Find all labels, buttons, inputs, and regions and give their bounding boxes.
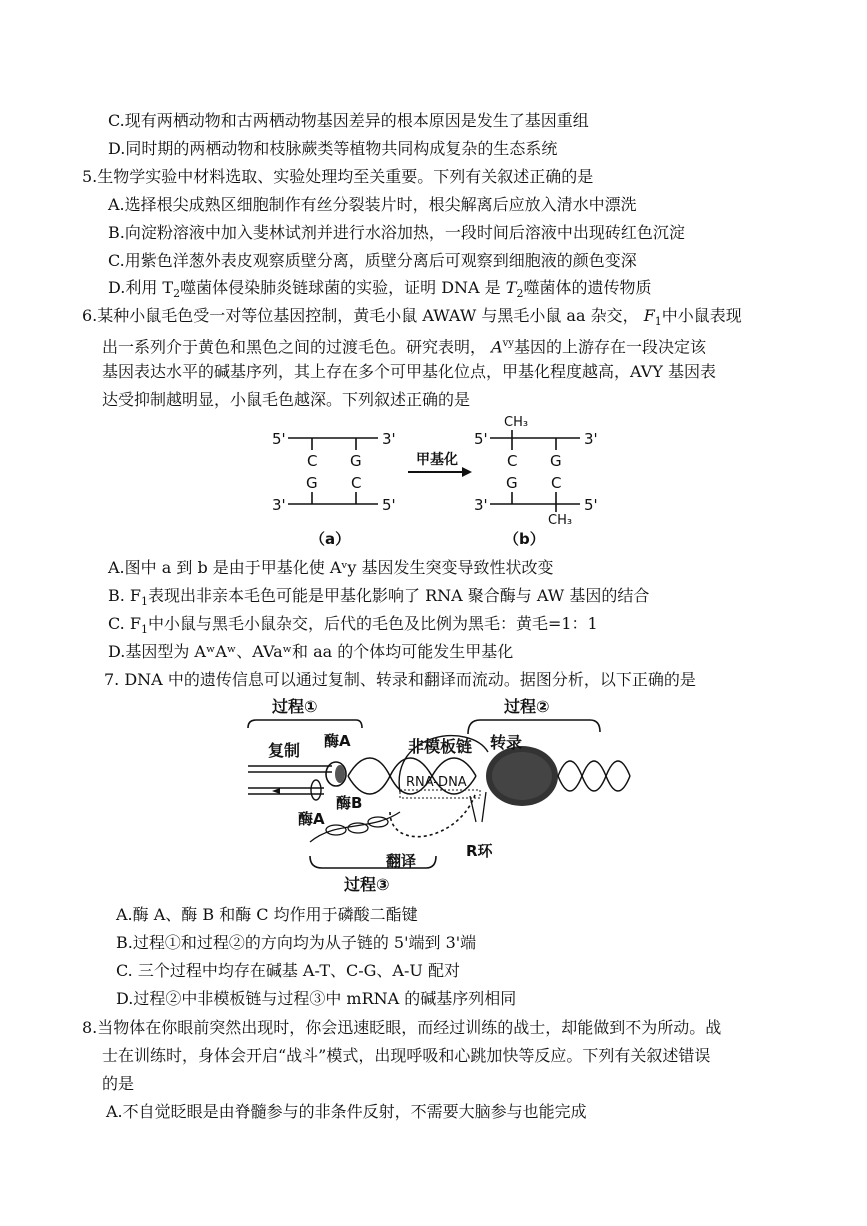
diag-b-top-5prime: 5' — [474, 430, 488, 448]
diag-a-base-c2: C — [351, 474, 362, 492]
q5-option-b: B.向淀粉溶液中加入斐林试剂并进行水浴加热，一段时间后溶液中出现砖红色沉淀 — [108, 223, 685, 242]
diag-label-b: （b） — [504, 530, 545, 548]
diag-b-ch3-bottom: CH₃ — [548, 513, 573, 528]
q6-stem-line3: 基因表达水平的碱基序列，其上存在多个可甲基化位点，甲基化程度越高，AVY 基因表 — [102, 362, 716, 381]
q4-option-c: C.现有两栖动物和古两栖动物基因差异的根本原因是发生了基因重组 — [108, 111, 589, 130]
q8-option-a: A.不自觉眨眼是由脊髓参与的非条件反射，不需要大脑参与也能完成 — [106, 1102, 587, 1121]
q7-option-c: C. 三个过程中均存在碱基 A-T、C-G、A-U 配对 — [116, 961, 460, 980]
q5-stem: 5.生物学实验中材料选取、实验处理均至关重要。下列有关叙述正确的是 — [82, 167, 594, 186]
diag-a-base-c1: C — [307, 452, 318, 470]
diag-enzyme-b: 酶B — [336, 794, 363, 812]
diag-b-base-c2: C — [551, 474, 562, 492]
diag-b-base-g1: G — [550, 452, 562, 470]
q6-l1b: 中小鼠表现 — [661, 306, 742, 325]
diag-replication-label: 复制 — [268, 741, 301, 760]
diag-a-base-g1: G — [350, 452, 362, 470]
diag-b-base-g2: G — [506, 474, 518, 492]
diag-arrow-label: 甲基化 — [416, 452, 458, 468]
q7-option-b: B.过程①和过程②的方向均为从子链的 5'端到 3'端 — [116, 933, 477, 952]
q8-stem-line1: 8.当物体在你眼前突然出现时，你会迅速眨眼，而经过训练的战士，却能做到不为所动。战 — [82, 1018, 722, 1037]
q5-d-sub: 2 — [173, 287, 181, 301]
q5-option-a: A.选择根尖成熟区细胞制作有丝分裂装片时，根尖解离后应放入清水中漂洗 — [108, 195, 637, 214]
q7-option-a: A.酶 A、酶 B 和酶 C 均作用于磷酸二酯键 — [116, 905, 418, 924]
diag-enzyme-a-top: 酶A — [324, 732, 351, 750]
diag-label-a: （a） — [310, 530, 351, 548]
diag-a-bottom-5prime: 5' — [382, 496, 396, 514]
diag-b-bottom-3prime: 3' — [474, 496, 488, 514]
q6-option-d: D.基因型为 AʷAʷ、AVaʷ和 aa 的个体均可能发生甲基化 — [108, 642, 514, 661]
q6-option-c — [108, 613, 598, 641]
q8-stem-line2: 士在训练时，身体会开启“战斗”模式，出现呼吸和心跳加快等反应。下列有关叙述错误 — [102, 1046, 711, 1065]
q6-stem-line2 — [102, 333, 706, 358]
diag-a-bottom-3prime: 3' — [272, 496, 286, 514]
diag-nontemplate-label: 非模板链 — [408, 737, 473, 756]
q6-l2b: 基因的上游存在一段决定该 — [513, 337, 706, 357]
diag-r-loop-label: R环 — [466, 842, 493, 860]
diag-a-base-g2: G — [306, 474, 318, 492]
arrow-right-icon — [462, 467, 472, 477]
q6-option-b — [108, 585, 649, 613]
q8-stem-line3: 的是 — [102, 1074, 135, 1093]
q6-l2a: 出一系列介于黄色和黑色之间的过渡毛色。研究表明， — [102, 337, 492, 357]
q5-d-post: 噬菌体的遗传物质 — [523, 278, 652, 297]
q6-stem-line4: 达受抑制越明显，小鼠毛色越深。下列叙述正确的是 — [102, 390, 471, 409]
q4-option-d: D.同时期的两栖动物和枝脉蕨类等植物共同构成复杂的生态系统 — [108, 139, 558, 158]
diag-b-ch3-top: CH₃ — [504, 415, 529, 430]
q5-d-mid: 噬菌体侵染肺炎链球菌的实验，证明 DNA 是 — [180, 278, 506, 297]
gene-expression-diagram — [240, 692, 640, 898]
q6-l1sub: 1 — [654, 315, 662, 329]
diag-process2-label: 过程② — [504, 697, 550, 716]
q6-l1a: 6.某种小鼠毛色受一对等位基因控制，黄毛小鼠 AWAW 与黑毛小鼠 aa 杂交， — [82, 306, 644, 325]
diag-b-base-c1: C — [507, 452, 518, 470]
q6-c-sub: 1 — [140, 623, 148, 637]
diag-translation-label: 翻译 — [386, 852, 417, 870]
q6-b-pre: B. F — [108, 586, 142, 605]
diag-transcription-label: 转录 — [490, 733, 523, 752]
diag-b-bottom-5prime: 5' — [584, 496, 598, 514]
diag-rna-dna-label: RNA-DNA — [406, 775, 467, 790]
diag-a-top-5prime: 5' — [272, 430, 286, 448]
q5-d-t: T — [505, 278, 517, 297]
q5-option-c: C.用紫色洋葱外表皮观察质壁分离，质壁分离后可观察到细胞液的颜色变深 — [108, 251, 637, 270]
q6-l2sym: A — [491, 337, 503, 357]
q5-d-sub2: 2 — [516, 287, 524, 301]
q5-option-d — [108, 277, 651, 305]
q6-c-post: 中小鼠与黑毛小鼠杂交，后代的毛色及比例为黑毛：黄毛=1：1 — [147, 614, 598, 633]
q7-option-d: D.过程②中非模板链与过程③中 mRNA 的碱基序列相同 — [116, 989, 517, 1008]
q6-stem-line1 — [82, 305, 742, 333]
q6-c-pre: C. F — [108, 614, 141, 633]
q7-stem: 7. DNA 中的遗传信息可以通过复制、转录和翻译而流动。据图分析，以下正确的是 — [104, 670, 696, 689]
q6-l1f: F — [643, 306, 655, 325]
diag-b-top-3prime: 3' — [584, 430, 598, 448]
diag-process3-label: 过程③ — [344, 875, 390, 894]
q6-option-a: A.图中 a 到 b 是由于甲基化使 Aᵛy 基因发生突变导致性状改变 — [108, 558, 554, 577]
diag-process1-label: 过程① — [272, 697, 318, 716]
q6-b-post: 表现出非亲本毛色可能是甲基化影响了 RNA 聚合酶与 AW 基因的结合 — [148, 586, 650, 605]
methylation-diagram — [268, 412, 608, 552]
q6-b-sub: 1 — [141, 595, 149, 609]
q5-d-pre: D.利用 T — [108, 278, 174, 297]
diag-a-top-3prime: 3' — [382, 430, 396, 448]
q6-l2sup: vy — [502, 338, 514, 349]
diag-enzyme-a-bottom: 酶A — [298, 810, 325, 828]
